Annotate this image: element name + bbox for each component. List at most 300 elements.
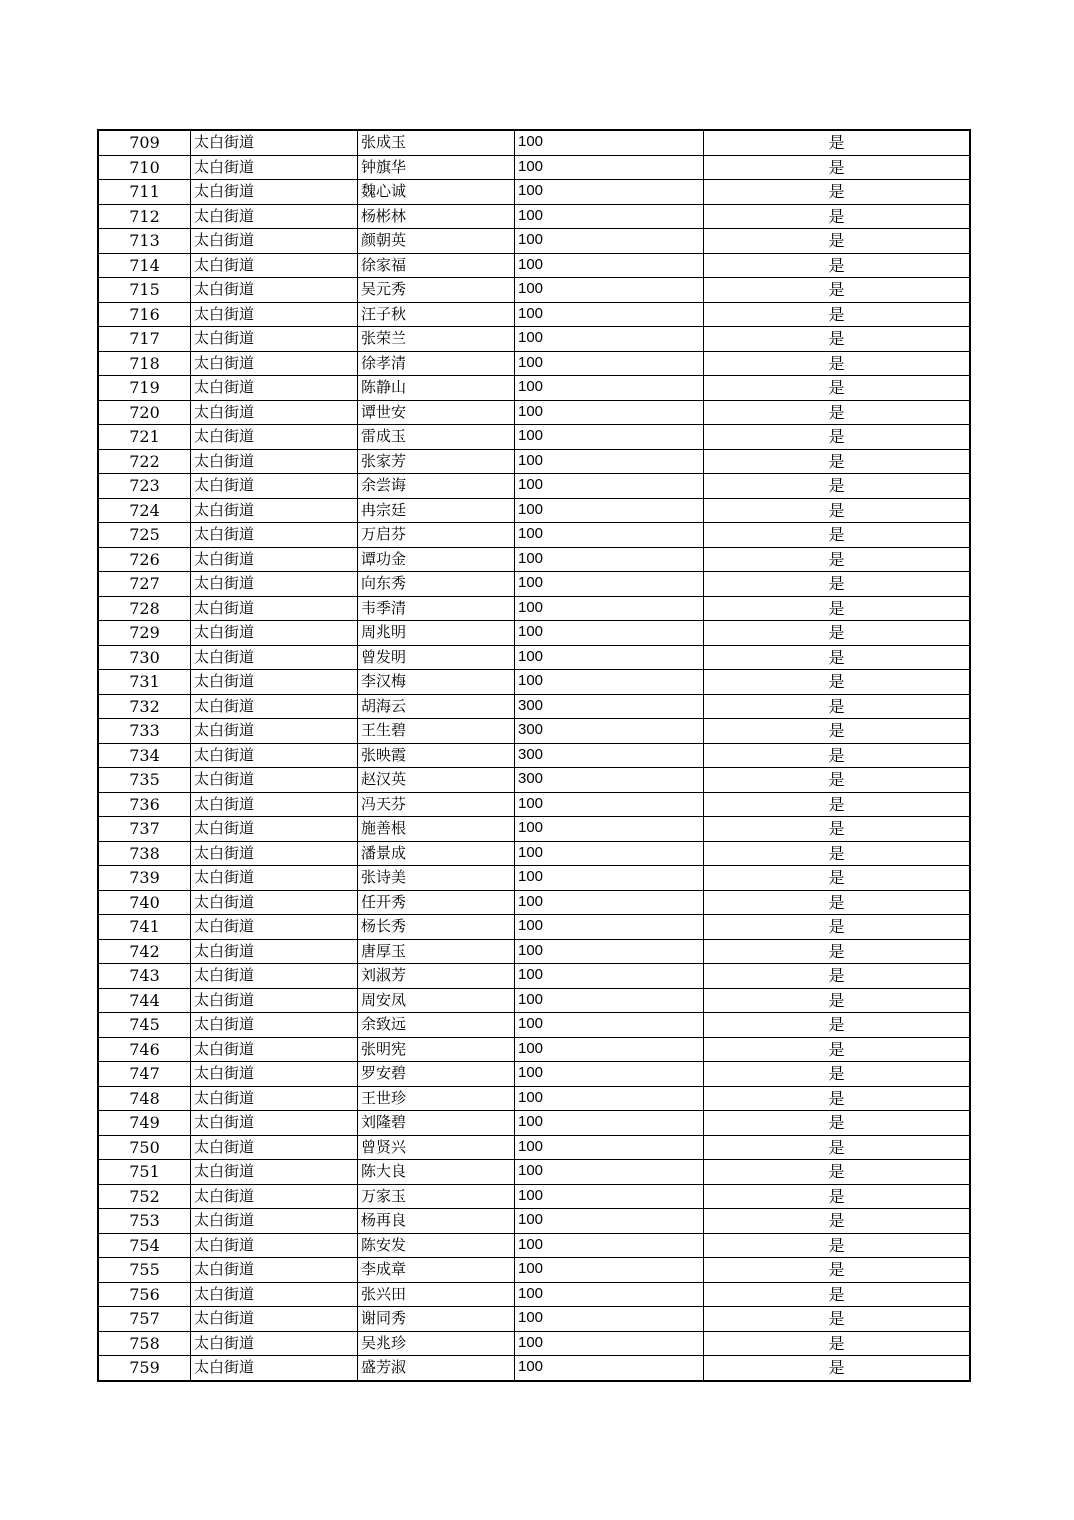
name-cell: 赵汉英 [358,768,515,793]
name-cell: 张荣兰 [358,327,515,352]
name-cell: 谭功金 [358,547,515,572]
table-row [98,278,970,303]
confirmed-cell: 是 [704,155,971,180]
table-row [98,890,970,915]
row-number-cell: 712 [98,204,191,229]
street-cell: 太白街道 [191,1062,358,1087]
name-cell: 张诗美 [358,866,515,891]
street-cell: 太白街道 [191,130,358,155]
confirmed-cell: 是 [704,743,971,768]
street-cell: 太白街道 [191,302,358,327]
confirmed-cell: 是 [704,547,971,572]
street-cell: 太白街道 [191,400,358,425]
name-cell: 王生碧 [358,719,515,744]
street-cell: 太白街道 [191,694,358,719]
amount-cell: 100 [515,792,704,817]
street-cell: 太白街道 [191,939,358,964]
table-row [98,1135,970,1160]
name-cell: 陈安发 [358,1233,515,1258]
amount-cell: 100 [515,1356,704,1381]
row-number-cell: 722 [98,449,191,474]
row-number-cell: 759 [98,1356,191,1381]
row-number-cell: 755 [98,1258,191,1283]
row-number-cell: 723 [98,474,191,499]
table-row [98,792,970,817]
table-row [98,1037,970,1062]
confirmed-cell: 是 [704,327,971,352]
confirmed-cell: 是 [704,915,971,940]
street-cell: 太白街道 [191,1307,358,1332]
amount-cell: 100 [515,253,704,278]
amount-cell: 100 [515,547,704,572]
street-cell: 太白街道 [191,719,358,744]
name-cell: 王世珍 [358,1086,515,1111]
row-number-cell: 740 [98,890,191,915]
table-row [98,130,970,155]
table-row [98,1233,970,1258]
table-row [98,988,970,1013]
confirmed-cell: 是 [704,1111,971,1136]
row-number-cell: 728 [98,596,191,621]
street-cell: 太白街道 [191,743,358,768]
amount-cell: 300 [515,719,704,744]
confirmed-cell: 是 [704,792,971,817]
street-cell: 太白街道 [191,204,358,229]
table-row [98,1160,970,1185]
name-cell: 李汉梅 [358,670,515,695]
table-row [98,670,970,695]
row-number-cell: 713 [98,229,191,254]
row-number-cell: 716 [98,302,191,327]
confirmed-cell: 是 [704,817,971,842]
street-cell: 太白街道 [191,768,358,793]
amount-cell: 100 [515,939,704,964]
table-row [98,302,970,327]
amount-cell: 100 [515,1062,704,1087]
table-row [98,498,970,523]
street-cell: 太白街道 [191,351,358,376]
name-cell: 谭世安 [358,400,515,425]
table-row [98,866,970,891]
amount-cell: 100 [515,1233,704,1258]
table-row [98,229,970,254]
confirmed-cell: 是 [704,278,971,303]
row-number-cell: 758 [98,1331,191,1356]
row-number-cell: 710 [98,155,191,180]
row-number-cell: 741 [98,915,191,940]
name-cell: 冯天芬 [358,792,515,817]
name-cell: 吴元秀 [358,278,515,303]
amount-cell: 100 [515,204,704,229]
street-cell: 太白街道 [191,841,358,866]
table-row [98,572,970,597]
name-cell: 徐孝清 [358,351,515,376]
name-cell: 胡海云 [358,694,515,719]
confirmed-cell: 是 [704,1037,971,1062]
street-cell: 太白街道 [191,498,358,523]
amount-cell: 100 [515,425,704,450]
row-number-cell: 720 [98,400,191,425]
name-cell: 潘景成 [358,841,515,866]
row-number-cell: 752 [98,1184,191,1209]
table-row [98,1209,970,1234]
amount-cell: 100 [515,670,704,695]
amount-cell: 100 [515,1331,704,1356]
confirmed-cell: 是 [704,841,971,866]
confirmed-cell: 是 [704,890,971,915]
table-row [98,1013,970,1038]
row-number-cell: 730 [98,645,191,670]
name-cell: 曾贤兴 [358,1135,515,1160]
amount-cell: 100 [515,302,704,327]
name-cell: 陈大良 [358,1160,515,1185]
row-number-cell: 734 [98,743,191,768]
row-number-cell: 726 [98,547,191,572]
row-number-cell: 714 [98,253,191,278]
name-cell: 杨长秀 [358,915,515,940]
table-row [98,327,970,352]
confirmed-cell: 是 [704,939,971,964]
amount-cell: 100 [515,376,704,401]
confirmed-cell: 是 [704,1184,971,1209]
recipient-table [97,129,971,1382]
row-number-cell: 709 [98,130,191,155]
amount-cell: 100 [515,229,704,254]
name-cell: 万家玉 [358,1184,515,1209]
amount-cell: 100 [515,351,704,376]
amount-cell: 100 [515,1086,704,1111]
amount-cell: 100 [515,327,704,352]
amount-cell: 100 [515,1258,704,1283]
row-number-cell: 727 [98,572,191,597]
name-cell: 余尝诲 [358,474,515,499]
name-cell: 谢同秀 [358,1307,515,1332]
table-row [98,841,970,866]
confirmed-cell: 是 [704,670,971,695]
amount-cell: 100 [515,1111,704,1136]
confirmed-cell: 是 [704,694,971,719]
street-cell: 太白街道 [191,278,358,303]
confirmed-cell: 是 [704,253,971,278]
name-cell: 汪子秋 [358,302,515,327]
table-row [98,253,970,278]
name-cell: 余致远 [358,1013,515,1038]
table-row [98,1258,970,1283]
name-cell: 钟旗华 [358,155,515,180]
amount-cell: 100 [515,596,704,621]
row-number-cell: 724 [98,498,191,523]
confirmed-cell: 是 [704,1331,971,1356]
table-row [98,1062,970,1087]
name-cell: 张明宪 [358,1037,515,1062]
row-number-cell: 715 [98,278,191,303]
street-cell: 太白街道 [191,572,358,597]
street-cell: 太白街道 [191,915,358,940]
table-row [98,719,970,744]
table-row [98,621,970,646]
street-cell: 太白街道 [191,474,358,499]
name-cell: 张兴田 [358,1282,515,1307]
street-cell: 太白街道 [191,229,358,254]
table-row [98,1184,970,1209]
street-cell: 太白街道 [191,180,358,205]
name-cell: 张映霞 [358,743,515,768]
amount-cell: 100 [515,890,704,915]
street-cell: 太白街道 [191,523,358,548]
street-cell: 太白街道 [191,425,358,450]
confirmed-cell: 是 [704,1135,971,1160]
confirmed-cell: 是 [704,645,971,670]
amount-cell: 100 [515,645,704,670]
name-cell: 韦季清 [358,596,515,621]
row-number-cell: 718 [98,351,191,376]
confirmed-cell: 是 [704,229,971,254]
amount-cell: 100 [515,572,704,597]
name-cell: 周安凤 [358,988,515,1013]
table-row [98,939,970,964]
table-row [98,1111,970,1136]
street-cell: 太白街道 [191,1184,358,1209]
amount-cell: 100 [515,155,704,180]
row-number-cell: 737 [98,817,191,842]
row-number-cell: 753 [98,1209,191,1234]
street-cell: 太白街道 [191,1258,358,1283]
table-body [98,130,970,1381]
row-number-cell: 745 [98,1013,191,1038]
amount-cell: 100 [515,866,704,891]
table-row [98,400,970,425]
street-cell: 太白街道 [191,792,358,817]
confirmed-cell: 是 [704,130,971,155]
name-cell: 李成章 [358,1258,515,1283]
confirmed-cell: 是 [704,1307,971,1332]
row-number-cell: 721 [98,425,191,450]
confirmed-cell: 是 [704,1282,971,1307]
amount-cell: 100 [515,130,704,155]
table-row [98,743,970,768]
table-row [98,204,970,229]
name-cell: 杨再良 [358,1209,515,1234]
confirmed-cell: 是 [704,596,971,621]
row-number-cell: 733 [98,719,191,744]
row-number-cell: 717 [98,327,191,352]
table-row [98,180,970,205]
row-number-cell: 739 [98,866,191,891]
name-cell: 曾发明 [358,645,515,670]
confirmed-cell: 是 [704,1209,971,1234]
table-row [98,449,970,474]
street-cell: 太白街道 [191,1331,358,1356]
row-number-cell: 732 [98,694,191,719]
row-number-cell: 729 [98,621,191,646]
amount-cell: 100 [515,180,704,205]
table-row [98,376,970,401]
amount-cell: 300 [515,743,704,768]
street-cell: 太白街道 [191,1111,358,1136]
row-number-cell: 735 [98,768,191,793]
name-cell: 张家芳 [358,449,515,474]
amount-cell: 100 [515,400,704,425]
confirmed-cell: 是 [704,1356,971,1381]
street-cell: 太白街道 [191,376,358,401]
street-cell: 太白街道 [191,621,358,646]
row-number-cell: 731 [98,670,191,695]
street-cell: 太白街道 [191,964,358,989]
name-cell: 万启芬 [358,523,515,548]
confirmed-cell: 是 [704,866,971,891]
name-cell: 陈静山 [358,376,515,401]
street-cell: 太白街道 [191,1086,358,1111]
confirmed-cell: 是 [704,1086,971,1111]
table-row [98,523,970,548]
amount-cell: 100 [515,1135,704,1160]
confirmed-cell: 是 [704,449,971,474]
confirmed-cell: 是 [704,523,971,548]
confirmed-cell: 是 [704,302,971,327]
confirmed-cell: 是 [704,1233,971,1258]
street-cell: 太白街道 [191,1209,358,1234]
amount-cell: 100 [515,1184,704,1209]
name-cell: 张成玉 [358,130,515,155]
name-cell: 杨彬林 [358,204,515,229]
confirmed-cell: 是 [704,400,971,425]
amount-cell: 100 [515,278,704,303]
row-number-cell: 754 [98,1233,191,1258]
table-row [98,694,970,719]
street-cell: 太白街道 [191,1356,358,1381]
confirmed-cell: 是 [704,988,971,1013]
confirmed-cell: 是 [704,180,971,205]
table-row [98,425,970,450]
name-cell: 罗安碧 [358,1062,515,1087]
amount-cell: 100 [515,1209,704,1234]
table-row [98,1282,970,1307]
street-cell: 太白街道 [191,890,358,915]
name-cell: 刘淑芳 [358,964,515,989]
row-number-cell: 744 [98,988,191,1013]
table-row [98,915,970,940]
name-cell: 盛芳淑 [358,1356,515,1381]
amount-cell: 100 [515,474,704,499]
confirmed-cell: 是 [704,621,971,646]
confirmed-cell: 是 [704,498,971,523]
row-number-cell: 749 [98,1111,191,1136]
amount-cell: 100 [515,817,704,842]
amount-cell: 100 [515,988,704,1013]
street-cell: 太白街道 [191,817,358,842]
row-number-cell: 756 [98,1282,191,1307]
confirmed-cell: 是 [704,768,971,793]
table-row [98,351,970,376]
row-number-cell: 725 [98,523,191,548]
confirmed-cell: 是 [704,351,971,376]
name-cell: 冉宗廷 [358,498,515,523]
name-cell: 颜朝英 [358,229,515,254]
row-number-cell: 747 [98,1062,191,1087]
amount-cell: 100 [515,1307,704,1332]
amount-cell: 100 [515,1037,704,1062]
amount-cell: 100 [515,498,704,523]
amount-cell: 100 [515,1160,704,1185]
amount-cell: 100 [515,621,704,646]
amount-cell: 300 [515,694,704,719]
row-number-cell: 750 [98,1135,191,1160]
table-row [98,596,970,621]
name-cell: 施善根 [358,817,515,842]
confirmed-cell: 是 [704,719,971,744]
confirmed-cell: 是 [704,572,971,597]
row-number-cell: 736 [98,792,191,817]
street-cell: 太白街道 [191,547,358,572]
table-row [98,964,970,989]
name-cell: 唐厚玉 [358,939,515,964]
table-row [98,547,970,572]
name-cell: 雷成玉 [358,425,515,450]
street-cell: 太白街道 [191,1013,358,1038]
street-cell: 太白街道 [191,327,358,352]
street-cell: 太白街道 [191,988,358,1013]
table-row [98,1086,970,1111]
street-cell: 太白街道 [191,155,358,180]
amount-cell: 100 [515,915,704,940]
confirmed-cell: 是 [704,1013,971,1038]
amount-cell: 100 [515,1013,704,1038]
confirmed-cell: 是 [704,474,971,499]
confirmed-cell: 是 [704,1160,971,1185]
table-row [98,1331,970,1356]
street-cell: 太白街道 [191,670,358,695]
name-cell: 任开秀 [358,890,515,915]
name-cell: 魏心诚 [358,180,515,205]
row-number-cell: 746 [98,1037,191,1062]
table-row [98,768,970,793]
confirmed-cell: 是 [704,204,971,229]
row-number-cell: 757 [98,1307,191,1332]
street-cell: 太白街道 [191,1233,358,1258]
row-number-cell: 719 [98,376,191,401]
confirmed-cell: 是 [704,1062,971,1087]
street-cell: 太白街道 [191,253,358,278]
table-row [98,1356,970,1381]
row-number-cell: 748 [98,1086,191,1111]
confirmed-cell: 是 [704,964,971,989]
amount-cell: 100 [515,523,704,548]
street-cell: 太白街道 [191,866,358,891]
table-row [98,155,970,180]
amount-cell: 100 [515,964,704,989]
confirmed-cell: 是 [704,425,971,450]
street-cell: 太白街道 [191,1282,358,1307]
name-cell: 吴兆珍 [358,1331,515,1356]
row-number-cell: 751 [98,1160,191,1185]
name-cell: 徐家福 [358,253,515,278]
street-cell: 太白街道 [191,1160,358,1185]
row-number-cell: 743 [98,964,191,989]
street-cell: 太白街道 [191,596,358,621]
street-cell: 太白街道 [191,1037,358,1062]
amount-cell: 100 [515,449,704,474]
table-row [98,1307,970,1332]
street-cell: 太白街道 [191,645,358,670]
name-cell: 刘隆碧 [358,1111,515,1136]
row-number-cell: 738 [98,841,191,866]
confirmed-cell: 是 [704,376,971,401]
name-cell: 向东秀 [358,572,515,597]
table-row [98,645,970,670]
street-cell: 太白街道 [191,1135,358,1160]
row-number-cell: 711 [98,180,191,205]
name-cell: 周兆明 [358,621,515,646]
